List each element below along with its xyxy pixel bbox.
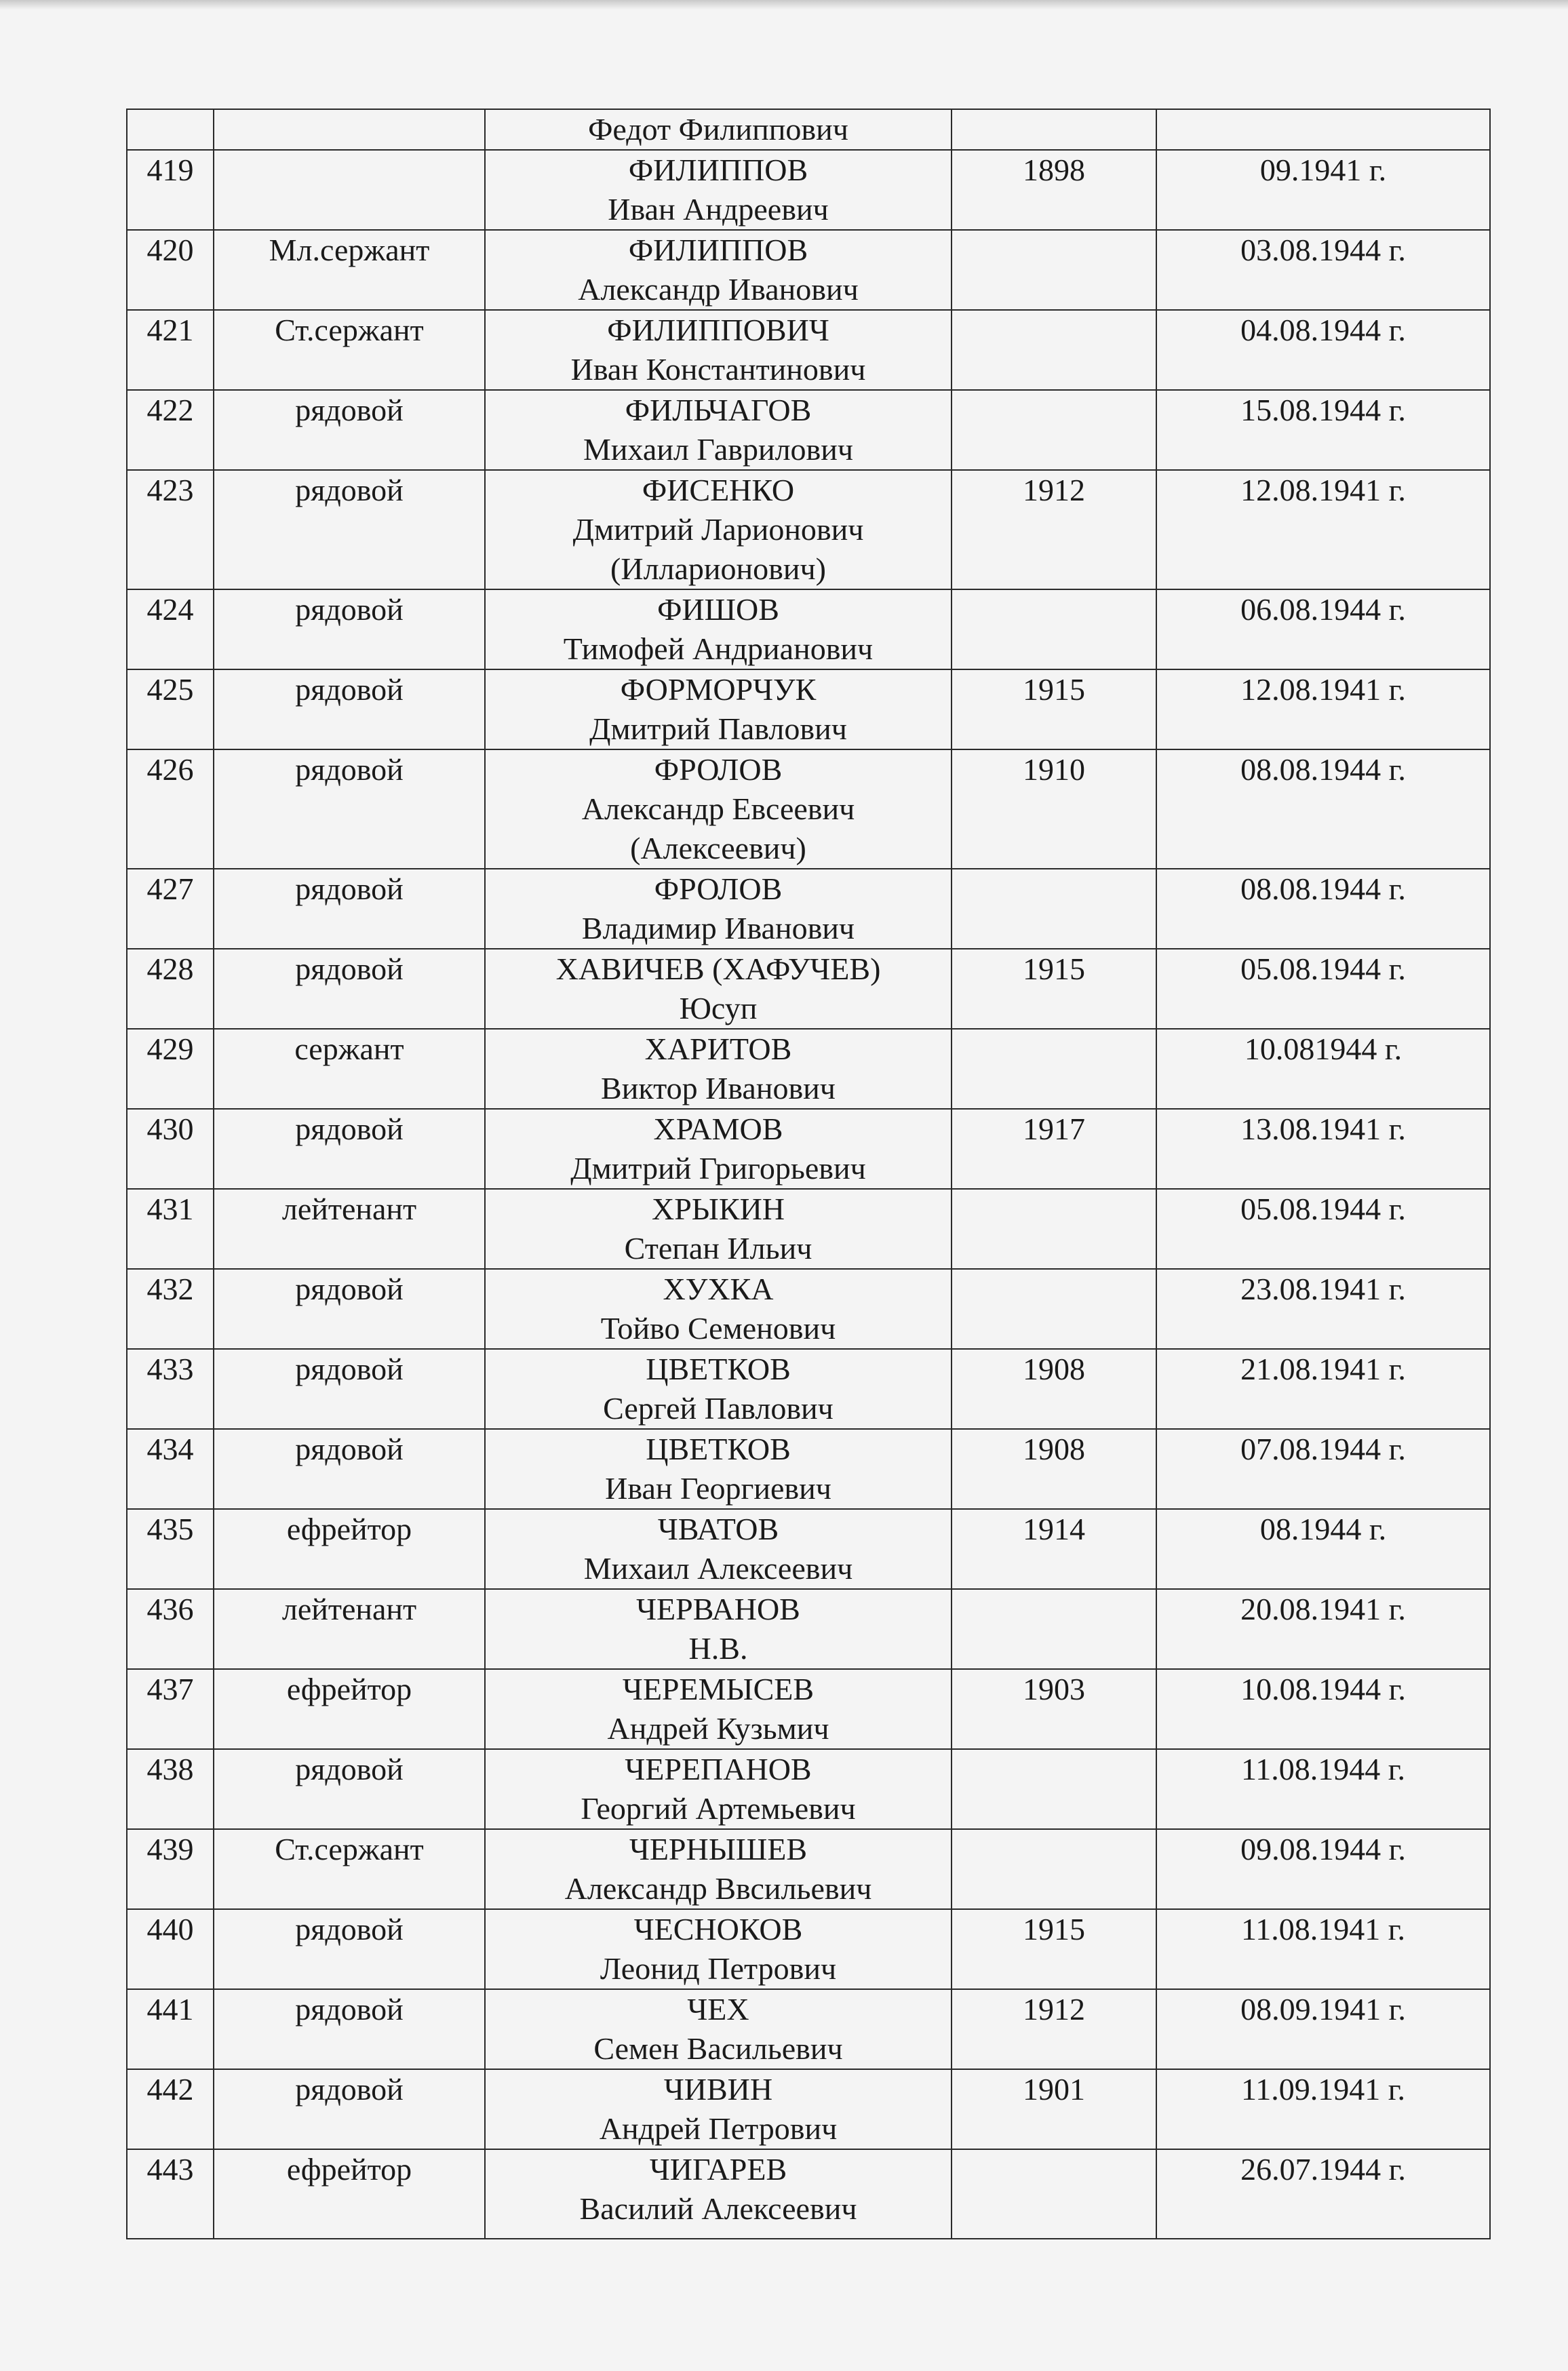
name-cell xyxy=(485,1109,952,1189)
rank-cell: рядовой xyxy=(214,589,485,669)
table-body xyxy=(127,109,1490,2239)
record-number-cell: 436 xyxy=(127,1589,214,1669)
birth-year-cell: 1917 xyxy=(952,1109,1156,1189)
rank-cell: рядовой xyxy=(214,749,485,869)
table-row xyxy=(127,1509,1490,1589)
surname-text: ХРЫКИН xyxy=(651,1192,785,1226)
table-row xyxy=(127,1349,1490,1429)
name-cell xyxy=(485,1749,952,1829)
surname-text: ФРОЛОВ xyxy=(654,752,783,787)
name-cell xyxy=(485,949,952,1029)
name-cell xyxy=(485,1349,952,1429)
given-name-text: (Алексеевич) xyxy=(630,831,806,865)
scan-top-edge xyxy=(0,0,1568,9)
birth-year-cell: 1908 xyxy=(952,1349,1156,1429)
table-row xyxy=(127,1029,1490,1109)
rank-cell: рядовой xyxy=(214,1909,485,1989)
record-number-cell: 433 xyxy=(127,1349,214,1429)
given-name-text: Василий Алексеевич xyxy=(579,2191,857,2226)
table-row xyxy=(127,669,1490,749)
record-number-cell: 438 xyxy=(127,1749,214,1829)
table-row xyxy=(127,150,1490,230)
death-date-cell: 21.08.1941 г. xyxy=(1156,1349,1490,1429)
given-name-text: Н.В. xyxy=(688,1631,748,1666)
name-cell xyxy=(485,1909,952,1989)
record-number-cell: 425 xyxy=(127,669,214,749)
surname-text: ФИСЕНКО xyxy=(642,473,795,507)
given-name-text: Александр Иванович xyxy=(578,272,859,307)
table-row xyxy=(127,2069,1490,2149)
name-cell xyxy=(485,1589,952,1669)
rank-cell: рядовой xyxy=(214,949,485,1029)
birth-year-cell xyxy=(952,2149,1156,2239)
name-cell xyxy=(485,470,952,589)
table-row xyxy=(127,589,1490,669)
birth-year-cell xyxy=(952,1269,1156,1349)
given-name-text: Георгий Артемьевич xyxy=(581,1791,856,1826)
rank-cell: рядовой xyxy=(214,869,485,949)
record-number-cell: 440 xyxy=(127,1909,214,1989)
name-cell xyxy=(485,230,952,310)
table-row xyxy=(127,1829,1490,1909)
given-name-text: Тимофей Андрианович xyxy=(563,631,874,666)
record-number-cell: 435 xyxy=(127,1509,214,1589)
rank-cell: сержант xyxy=(214,1029,485,1109)
record-number-cell: 428 xyxy=(127,949,214,1029)
death-date-cell: 10.08.1944 г. xyxy=(1156,1669,1490,1749)
given-name-text: Александр Евсеевич xyxy=(581,791,855,826)
rank-cell: рядовой xyxy=(214,669,485,749)
record-number-cell: 443 xyxy=(127,2149,214,2239)
rank-cell: лейтенант xyxy=(214,1589,485,1669)
rank-cell: рядовой xyxy=(214,1989,485,2069)
death-date-cell: 26.07.1944 г. xyxy=(1156,2149,1490,2239)
death-date-cell: 09.1941 г. xyxy=(1156,150,1490,230)
birth-year-cell xyxy=(952,109,1156,150)
name-cell xyxy=(485,390,952,470)
rank-cell: рядовой xyxy=(214,2069,485,2149)
death-date-cell: 08.09.1941 г. xyxy=(1156,1989,1490,2069)
name-cell xyxy=(485,1989,952,2069)
surname-text: ЧЕСНОКОВ xyxy=(633,1912,803,1946)
death-date-cell: 03.08.1944 г. xyxy=(1156,230,1490,310)
rank-cell: ефрейтор xyxy=(214,1509,485,1589)
name-cell xyxy=(485,2069,952,2149)
name-cell xyxy=(485,749,952,869)
given-name-text: Юсуп xyxy=(679,991,758,1025)
death-date-cell: 09.08.1944 г. xyxy=(1156,1829,1490,1909)
document-page xyxy=(126,109,1489,2239)
given-name-text: Андрей Петрович xyxy=(599,2111,838,2146)
rank-cell: рядовой xyxy=(214,1349,485,1429)
rank-cell: рядовой xyxy=(214,470,485,589)
name-cell xyxy=(485,109,952,150)
given-name-text: Андрей Кузьмич xyxy=(607,1711,829,1746)
table-row xyxy=(127,230,1490,310)
death-date-cell: 15.08.1944 г. xyxy=(1156,390,1490,470)
rank-cell: лейтенант xyxy=(214,1189,485,1269)
death-date-cell: 23.08.1941 г. xyxy=(1156,1269,1490,1349)
given-name-text: Иван Андреевич xyxy=(608,192,829,227)
record-number-cell: 442 xyxy=(127,2069,214,2149)
death-date-cell: 11.08.1941 г. xyxy=(1156,1909,1490,1989)
surname-text: ХРАМОВ xyxy=(653,1112,783,1146)
table-row xyxy=(127,2149,1490,2239)
record-number-cell: 429 xyxy=(127,1029,214,1109)
record-number-cell: 430 xyxy=(127,1109,214,1189)
rank-cell: Ст.сержант xyxy=(214,310,485,390)
surname-text: ЧЕХ xyxy=(687,1992,749,2026)
name-cell xyxy=(485,869,952,949)
surname-text: ЧЕРЕМЫСЕВ xyxy=(622,1672,815,1706)
birth-year-cell: 1910 xyxy=(952,749,1156,869)
record-number-cell: 437 xyxy=(127,1669,214,1749)
death-date-cell: 13.08.1941 г. xyxy=(1156,1109,1490,1189)
birth-year-cell xyxy=(952,310,1156,390)
table-row xyxy=(127,869,1490,949)
given-name-text: Иван Константинович xyxy=(570,352,866,387)
death-date-cell: 20.08.1941 г. xyxy=(1156,1589,1490,1669)
death-date-cell: 06.08.1944 г. xyxy=(1156,589,1490,669)
given-name-text: (Илларионович) xyxy=(610,551,826,586)
surname-text: ЧЕРНЫШЕВ xyxy=(629,1832,808,1866)
rank-cell: рядовой xyxy=(214,1269,485,1349)
table-row xyxy=(127,1749,1490,1829)
given-name-text: Сергей Павлович xyxy=(603,1391,834,1426)
rank-cell: рядовой xyxy=(214,1109,485,1189)
given-name-text: Семен Васильевич xyxy=(593,2031,843,2066)
birth-year-cell xyxy=(952,1829,1156,1909)
record-number-cell: 439 xyxy=(127,1829,214,1909)
record-number-cell: 422 xyxy=(127,390,214,470)
rank-cell: рядовой xyxy=(214,1429,485,1509)
death-date-cell: 12.08.1941 г. xyxy=(1156,470,1490,589)
table-row xyxy=(127,1669,1490,1749)
birth-year-cell xyxy=(952,1189,1156,1269)
name-cell xyxy=(485,150,952,230)
given-name-text: Иван Георгиевич xyxy=(605,1471,831,1506)
birth-year-cell xyxy=(952,869,1156,949)
name-cell xyxy=(485,589,952,669)
surname-text: ЧЕРВАНОВ xyxy=(636,1592,800,1626)
table-row xyxy=(127,310,1490,390)
birth-year-cell xyxy=(952,1029,1156,1109)
record-number-cell: 426 xyxy=(127,749,214,869)
table-row xyxy=(127,1109,1490,1189)
death-date-cell: 10.081944 г. xyxy=(1156,1029,1490,1109)
birth-year-cell: 1915 xyxy=(952,1909,1156,1989)
surname-text: ХАВИЧЕВ (ХАФУЧЕВ) xyxy=(555,952,881,986)
rank-cell: рядовой xyxy=(214,1749,485,1829)
death-date-cell: 05.08.1944 г. xyxy=(1156,1189,1490,1269)
birth-year-cell xyxy=(952,230,1156,310)
surname-text: ХАРИТОВ xyxy=(644,1032,792,1066)
birth-year-cell xyxy=(952,589,1156,669)
birth-year-cell: 1912 xyxy=(952,470,1156,589)
table-row xyxy=(127,1989,1490,2069)
record-number-cell: 421 xyxy=(127,310,214,390)
surname-text: ЧИГАРЕВ xyxy=(649,2152,787,2187)
table-row xyxy=(127,1189,1490,1269)
given-name-text: Дмитрий Ларионович xyxy=(572,512,864,547)
name-cell xyxy=(485,1829,952,1909)
record-number-cell: 423 xyxy=(127,470,214,589)
death-date-cell xyxy=(1156,109,1490,150)
birth-year-cell xyxy=(952,1589,1156,1669)
birth-year-cell xyxy=(952,1749,1156,1829)
table-row xyxy=(127,1909,1490,1989)
surname-text: ФОРМОРЧУК xyxy=(620,672,817,707)
surname-text: ЦВЕТКОВ xyxy=(646,1432,791,1466)
record-number-cell: 431 xyxy=(127,1189,214,1269)
surname-text: ХУХКА xyxy=(663,1272,774,1306)
surname-text: ФИЛИППОВ xyxy=(628,153,808,187)
death-date-cell: 08.08.1944 г. xyxy=(1156,869,1490,949)
death-date-cell: 11.09.1941 г. xyxy=(1156,2069,1490,2149)
given-name-text: Владимир Иванович xyxy=(581,911,855,945)
birth-year-cell: 1915 xyxy=(952,669,1156,749)
given-name-text: Леонид Петрович xyxy=(600,1951,837,1986)
record-number-cell: 420 xyxy=(127,230,214,310)
table-row xyxy=(127,109,1490,150)
table-row xyxy=(127,749,1490,869)
surname-text: ФИЛИППОВ xyxy=(628,233,808,267)
surname-text: ФИЛИППОВИЧ xyxy=(607,313,829,347)
table-row xyxy=(127,949,1490,1029)
table-row xyxy=(127,470,1490,589)
death-date-cell: 08.08.1944 г. xyxy=(1156,749,1490,869)
name-cell xyxy=(485,1189,952,1269)
rank-cell: Ст.сержант xyxy=(214,1829,485,1909)
record-number-cell: 432 xyxy=(127,1269,214,1349)
rank-cell xyxy=(214,150,485,230)
given-name-text: Александр Ввсильевич xyxy=(564,1871,872,1906)
birth-year-cell xyxy=(952,390,1156,470)
birth-year-cell: 1898 xyxy=(952,150,1156,230)
birth-year-cell: 1915 xyxy=(952,949,1156,1029)
birth-year-cell: 1912 xyxy=(952,1989,1156,2069)
name-cell xyxy=(485,310,952,390)
name-cell xyxy=(485,2149,952,2239)
surname-text: Федот Филиппович xyxy=(588,112,848,146)
death-date-cell: 07.08.1944 г. xyxy=(1156,1429,1490,1509)
record-number-cell: 427 xyxy=(127,869,214,949)
surname-text: ФИЛЬЧАГОВ xyxy=(625,393,812,427)
surname-text: ЧВАТОВ xyxy=(657,1512,779,1546)
surname-text: ФРОЛОВ xyxy=(654,871,783,906)
table-row xyxy=(127,1269,1490,1349)
surname-text: ЧЕРЕПАНОВ xyxy=(625,1752,812,1786)
name-cell xyxy=(485,1029,952,1109)
name-cell xyxy=(485,1669,952,1749)
table-row xyxy=(127,390,1490,470)
birth-year-cell: 1903 xyxy=(952,1669,1156,1749)
rank-cell: Мл.сержант xyxy=(214,230,485,310)
death-date-cell: 12.08.1941 г. xyxy=(1156,669,1490,749)
rank-cell: ефрейтор xyxy=(214,2149,485,2239)
death-date-cell: 11.08.1944 г. xyxy=(1156,1749,1490,1829)
death-date-cell: 05.08.1944 г. xyxy=(1156,949,1490,1029)
record-number-cell: 419 xyxy=(127,150,214,230)
given-name-text: Михаил Гаврилович xyxy=(583,432,854,467)
given-name-text: Михаил Алексеевич xyxy=(583,1551,853,1586)
birth-year-cell: 1901 xyxy=(952,2069,1156,2149)
name-cell xyxy=(485,1269,952,1349)
record-number-cell: 441 xyxy=(127,1989,214,2069)
table-row xyxy=(127,1589,1490,1669)
record-number-cell: 434 xyxy=(127,1429,214,1509)
surname-text: ФИШОВ xyxy=(657,592,779,627)
given-name-text: Виктор Иванович xyxy=(601,1071,836,1105)
record-number-cell: 424 xyxy=(127,589,214,669)
given-name-text: Степан Ильич xyxy=(624,1231,812,1266)
given-name-text: Тойво Семенович xyxy=(600,1311,836,1346)
given-name-text: Дмитрий Григорьевич xyxy=(570,1151,866,1186)
table-row xyxy=(127,1429,1490,1509)
name-cell xyxy=(485,1429,952,1509)
birth-year-cell: 1914 xyxy=(952,1509,1156,1589)
surname-text: ЧИВИН xyxy=(663,2072,773,2107)
name-cell xyxy=(485,1509,952,1589)
death-date-cell: 08.1944 г. xyxy=(1156,1509,1490,1589)
given-name-text: Дмитрий Павлович xyxy=(589,711,847,746)
rank-cell: ефрейтор xyxy=(214,1669,485,1749)
casualty-list-table xyxy=(126,109,1491,2239)
surname-text: ЦВЕТКОВ xyxy=(646,1352,791,1386)
death-date-cell: 04.08.1944 г. xyxy=(1156,310,1490,390)
record-number-cell xyxy=(127,109,214,150)
rank-cell xyxy=(214,109,485,150)
rank-cell: рядовой xyxy=(214,390,485,470)
birth-year-cell: 1908 xyxy=(952,1429,1156,1509)
name-cell xyxy=(485,669,952,749)
